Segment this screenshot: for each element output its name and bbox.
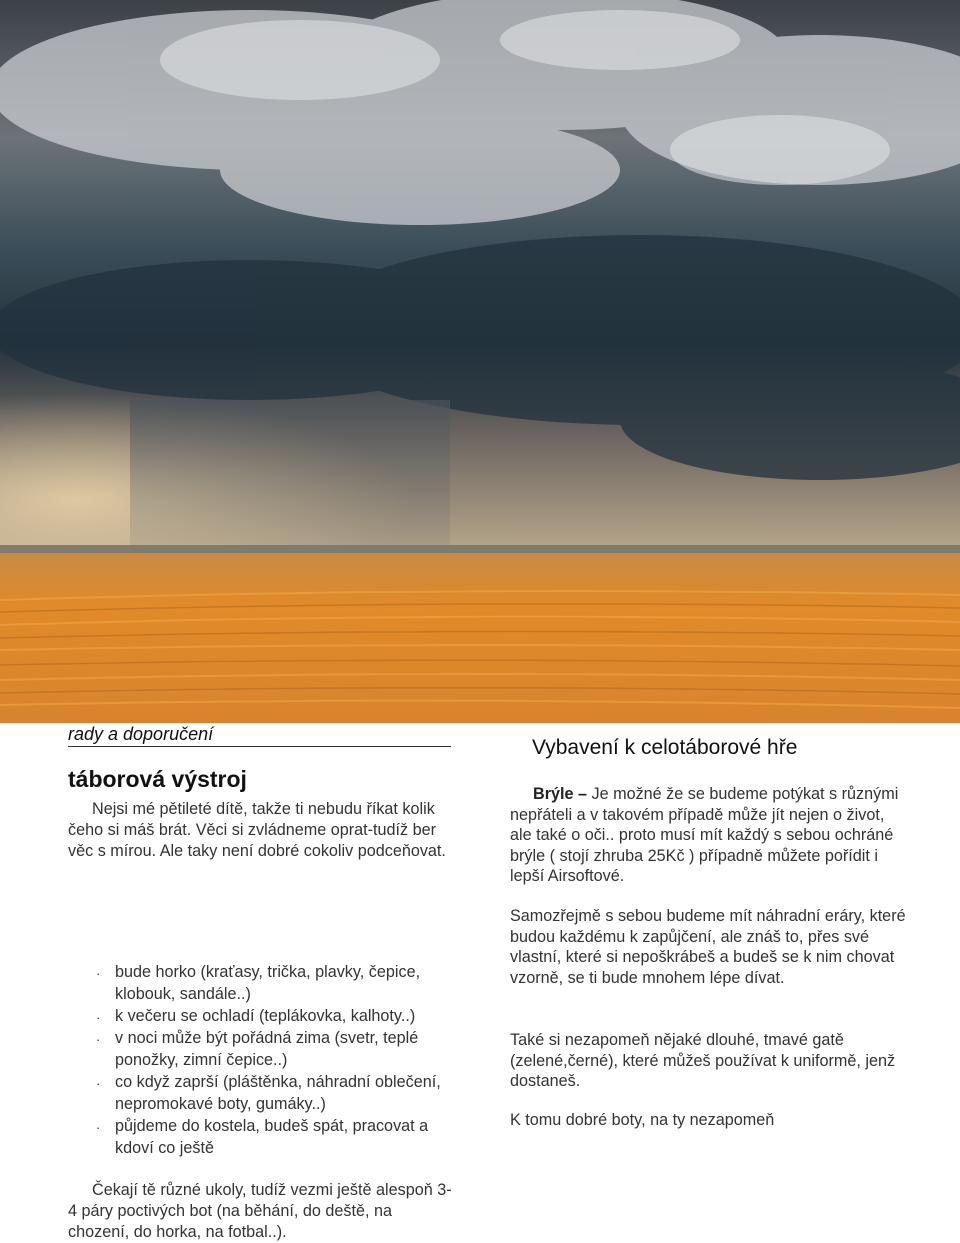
trousers-paragraph: Také si nezapomeň nějaké dlouhé, tmavé gatě (zelené,černé), které můžeš používat k uniformě, jenž dostaneš. — [510, 1031, 896, 1090]
goggles-text: Je možné že se budeme potýkat s různými nepřáteli a v takovém případě může jít nejen o život, ale také o oči.. proto musí mít každý s sebou ochráné brýle ( stojí zhruba 25Kč ) případně můžete pořídit i lepší Airsoftové. — [510, 785, 899, 885]
section-kicker: rady a doporučení — [68, 724, 214, 744]
list-item: · co když zaprší (pláštěnka, náhradní oblečení, nepromokavé boty, gumáky..) — [96, 1071, 466, 1115]
packing-list — [96, 961, 466, 1159]
list-item: · bude horko (kraťasy, trička, plavky, čepice, klobouk, sandále..) — [96, 961, 466, 1005]
boots-paragraph: K tomu dobré boty, na ty nezapomeň — [510, 1111, 775, 1129]
spare-goggles-paragraph: Samozřejmě s sebou budeme mít náhradní eráry, které budou každému k zapůjčení, ale znáš to, přes své vlastní, které si nepoškrábeš a budeš se k nim chovat vzorně, se ti bude mnohem lépe dívat. — [510, 907, 906, 987]
divider-line — [68, 746, 451, 747]
closing-paragraph: Čekají tě různé ukoly, tudíž vezmi ještě alespoň 3-4 páry poctivých bot (na běhání, do deště, na chození, do horka, na fotbal..). — [68, 1181, 452, 1241]
intro-paragraph: Nejsi mé pětileté dítě, takže ti nebudu říkat kolik čeho si máš brát. Věci si zvládneme oprat-tudíž ber věc s mírou. Ale taky není dobré cokoliv podceňovat. — [68, 800, 446, 860]
list-item: · půjdeme do kostela, budeš spát, pracovat a kdoví co ještě — [96, 1115, 466, 1159]
goggles-paragraph — [510, 784, 910, 887]
list-item: · k večeru se ochladí (teplákovka, kalhoty..) — [96, 1005, 466, 1027]
goggles-label: Brýle – — [533, 785, 587, 803]
section-heading-gear: táborová výstroj — [68, 766, 247, 792]
game-equipment-heading: Vybavení k celotáborové hře — [532, 736, 798, 759]
list-item: · v noci může být pořádná zima (svetr, teplé ponožky, zimní čepice..) — [96, 1027, 466, 1071]
